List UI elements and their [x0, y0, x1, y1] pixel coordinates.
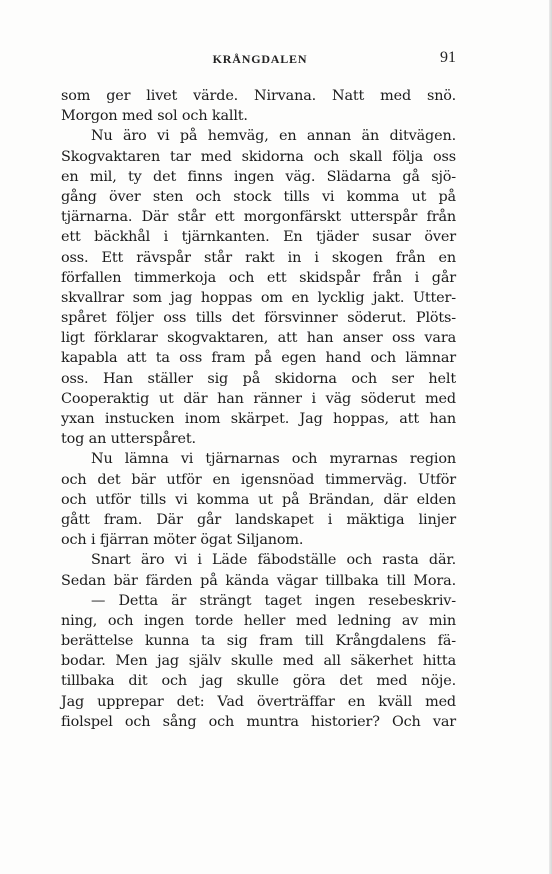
text-line: ligt förklarar skogvaktaren, att han anser oss vara: [61, 330, 456, 347]
text-line: Morgon med sol och kallt.: [61, 108, 248, 125]
text-line: spåret följer oss tills det försvinner söderut. Plöts-: [61, 310, 456, 327]
text-line: Snart äro vi i Läde fäbodställe och rasta där.: [91, 552, 456, 569]
text-line: tjärnarna. Där står ett morgonfärskt utterspår från: [61, 209, 456, 226]
text-line: som ger livet värde. Nirvana. Natt med snö.: [61, 88, 456, 104]
text-line: Nu äro vi på hemväg, en annan än ditvägen.: [91, 128, 456, 145]
text-line: förfallen timmerkoja och ett skidspår från i går: [61, 269, 456, 286]
text-line: gått fram. Där går landskapet i mäktiga linjer: [61, 511, 456, 528]
text-line: och utför tills vi komma ut på Brändan, där elden: [61, 491, 456, 508]
text-line: ning, och ingen torde heller med ledning av min: [61, 612, 456, 629]
body-text: [61, 86, 456, 732]
text-line: berättelse kunna ta sig fram till Krångdalens fä-: [61, 633, 456, 650]
text-line: tillbaka dit och jag skulle göra det med nöje.: [61, 673, 456, 690]
text-line: — Detta är strängt taget ingen resebeskriv-: [91, 592, 456, 609]
text-line: Jag upprepar det: Vad överträffar en kväll med: [61, 693, 456, 710]
running-title: KRÅNGDALEN: [212, 52, 308, 66]
text-line: skvallrar som jag hoppas om en lycklig jakt. Utter-: [61, 289, 456, 306]
text-line: och det bär utför en igensnöad timmerväg. Utför: [61, 471, 456, 488]
text-line: yxan instucken inom skärpet. Jag hoppas, att han: [61, 411, 456, 427]
text-line: oss. Han ställer sig på skidorna och ser helt: [61, 370, 456, 387]
text-line: Cooperaktig ut där han ränner i väg söderut med: [61, 390, 456, 407]
page-header: [60, 49, 460, 72]
text-line: en mil, ty det finns ingen väg. Slädarna gå sjö-: [61, 168, 456, 185]
text-line: tog an utterspåret.: [61, 431, 196, 448]
text-line: bodar. Men jag själv skulle med all säkerhet hitta: [61, 653, 456, 670]
text-line: Nu lämna vi tjärnarnas och myrarnas region: [91, 451, 456, 468]
page-number: 91: [440, 49, 456, 66]
text-line: oss. Ett rävspår står rakt in i skogen från en: [61, 249, 456, 266]
text-line: Sedan bär färden på kända vägar tillbaka till Mora.: [61, 572, 456, 589]
text-line: fiolspel och sång och muntra historier? Och var: [61, 713, 456, 730]
text-line: och i fjärran möter ögat Siljanom.: [61, 532, 304, 549]
text-line: Skogvaktaren tar med skidorna och skall följa oss: [61, 148, 456, 165]
text-line: kapabla att ta oss fram på egen hand och lämnar: [61, 350, 456, 367]
text-line: gång över sten och stock tills vi komma ut på: [61, 188, 456, 205]
text-line: ett bäckhål i tjärnkanten. En tjäder susar över: [61, 229, 456, 246]
